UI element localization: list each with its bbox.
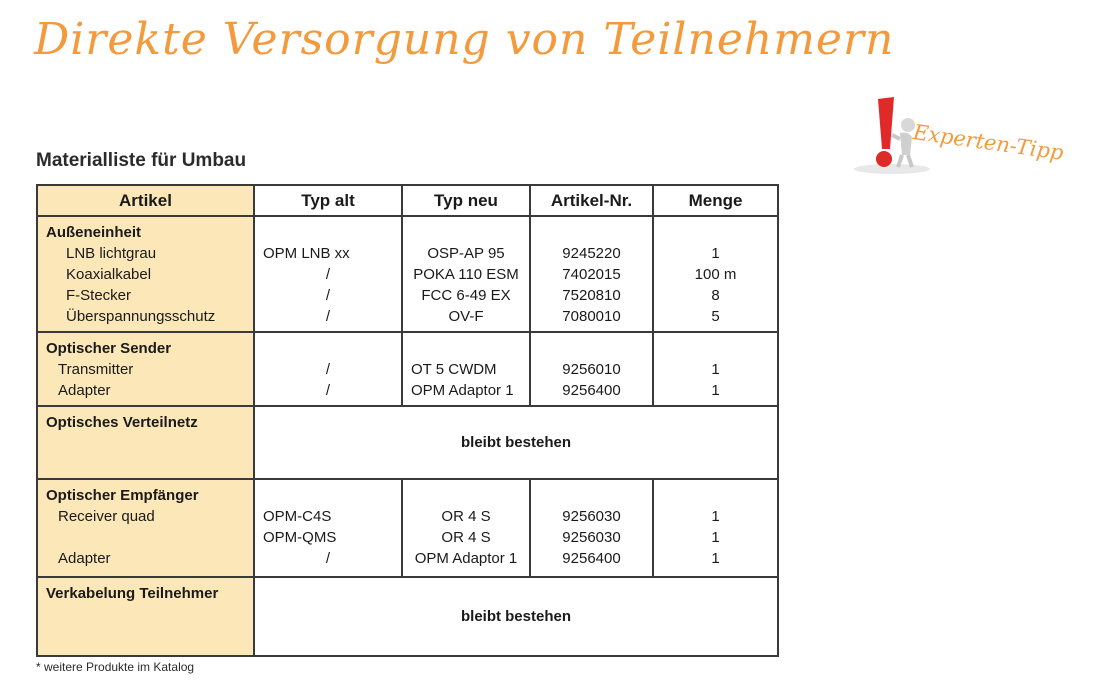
remains-note: bleibt bestehen xyxy=(254,577,778,656)
item-artikel: Überspannungsschutz xyxy=(66,308,216,325)
item-typ-alt: OPM-QMS xyxy=(263,529,337,546)
item-typ-alt: OPM-C4S xyxy=(263,508,332,525)
footnote: * weitere Produkte im Katalog xyxy=(36,660,195,674)
item-typ-neu: OR 4 S xyxy=(441,508,491,525)
item-artikel: Transmitter xyxy=(58,361,134,378)
item-typ-neu: OPM Adaptor 1 xyxy=(414,550,518,567)
section-heading: Materialliste für Umbau xyxy=(36,150,247,171)
item-menge: 8 xyxy=(711,287,720,304)
table-row xyxy=(37,406,778,479)
item-menge: 1 xyxy=(711,550,720,567)
item-typ-neu: OSP-AP 95 xyxy=(427,245,505,262)
table-header-row xyxy=(37,185,778,216)
item-artikel-nr: 9256400 xyxy=(562,550,621,567)
item-typ-alt: / xyxy=(325,550,331,567)
item-menge: 5 xyxy=(711,308,720,325)
item-typ-alt: / xyxy=(325,382,331,399)
item-typ-alt: OPM LNB xx xyxy=(263,245,350,262)
table-row xyxy=(37,577,778,656)
item-artikel-nr: 9256400 xyxy=(562,382,621,399)
group-name: Verkabelung Teilnehmer xyxy=(46,585,219,602)
item-artikel-nr: 9256030 xyxy=(562,529,621,546)
header-typ-alt: Typ alt xyxy=(254,185,402,216)
item-typ-alt: / xyxy=(325,361,331,378)
header-typ-neu: Typ neu xyxy=(402,185,530,216)
item-typ-neu: FCC 6-49 EX xyxy=(421,287,511,304)
item-typ-neu: OR 4 S xyxy=(441,529,491,546)
item-typ-alt: / xyxy=(325,266,331,283)
header-menge: Menge xyxy=(653,185,778,216)
item-typ-neu: POKA 110 ESM xyxy=(413,266,519,283)
group-name: Außeneinheit xyxy=(46,224,142,241)
item-artikel-nr: 9256010 xyxy=(562,361,621,378)
page-title: Direkte Versorgung von Teilnehmern xyxy=(34,14,895,65)
item-artikel: F-Stecker xyxy=(66,287,132,304)
item-artikel: Koaxialkabel xyxy=(66,266,152,283)
group-name: Optischer Sender xyxy=(46,340,172,357)
table-row xyxy=(37,332,778,406)
item-artikel-nr: 7520810 xyxy=(562,287,621,304)
item-typ-alt: / xyxy=(325,308,331,325)
group-name: Optischer Empfänger xyxy=(46,487,199,504)
item-artikel xyxy=(38,527,253,548)
item-menge: 1 xyxy=(711,245,720,262)
item-menge: 100 m xyxy=(694,266,737,283)
item-typ-alt: / xyxy=(325,287,331,304)
item-artikel: Adapter xyxy=(58,382,111,399)
item-artikel: LNB lichtgrau xyxy=(66,245,157,262)
item-typ-neu: OT 5 CWDM xyxy=(411,361,497,378)
item-typ-neu: OV-F xyxy=(448,308,484,325)
item-artikel-nr: 7080010 xyxy=(562,308,621,325)
materials-table xyxy=(36,184,779,657)
item-menge: 1 xyxy=(711,382,720,399)
item-artikel-nr: 9245220 xyxy=(562,245,621,262)
group-name: Optisches Verteilnetz xyxy=(46,414,198,431)
table-row xyxy=(37,479,778,577)
item-artikel-nr: 7402015 xyxy=(562,266,621,283)
table-row xyxy=(37,216,778,332)
item-menge: 1 xyxy=(711,361,720,378)
item-artikel-nr: 9256030 xyxy=(562,508,621,525)
remains-note: bleibt bestehen xyxy=(254,406,778,479)
item-artikel: Receiver quad xyxy=(58,508,155,525)
item-artikel: Adapter xyxy=(58,550,111,567)
header-artikel-nr: Artikel-Nr. xyxy=(530,185,653,216)
item-typ-neu: OPM Adaptor 1 xyxy=(411,382,514,399)
item-menge: 1 xyxy=(711,508,720,525)
expert-tip-label: Experten-Tipp xyxy=(911,120,1065,165)
item-menge: 1 xyxy=(711,529,720,546)
header-artikel: Artikel xyxy=(37,185,254,216)
